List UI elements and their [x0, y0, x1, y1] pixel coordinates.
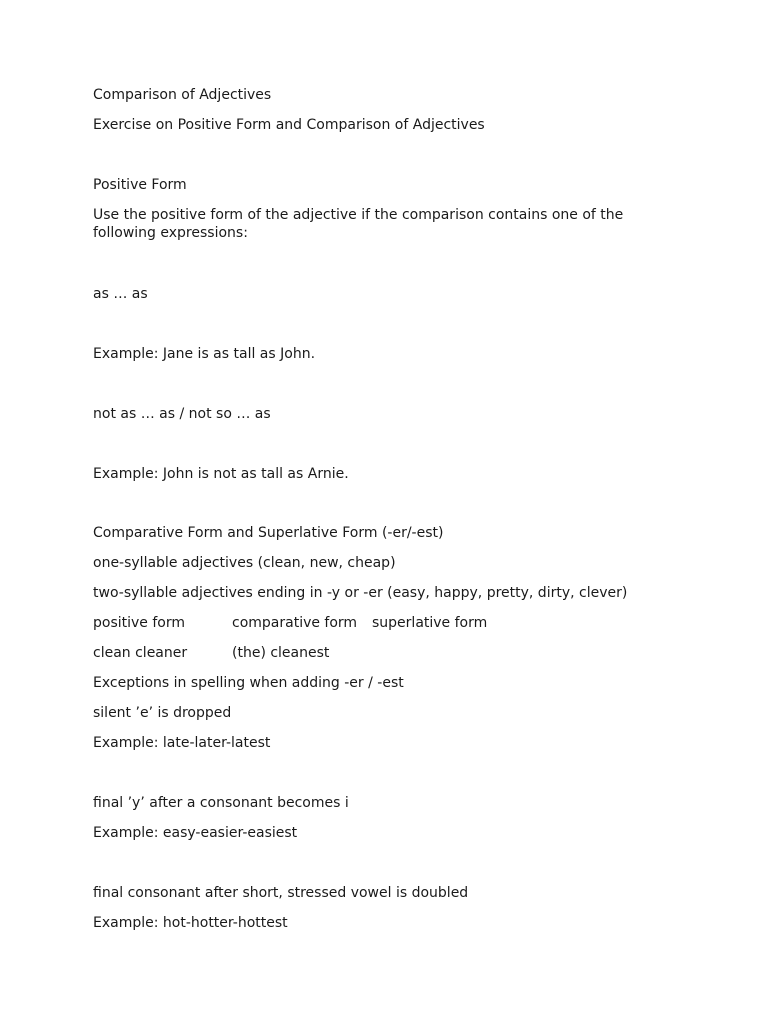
example-final-consonant: Example: hot-hotter-hottest [93, 915, 288, 931]
header-superlative-form: superlative form [372, 615, 488, 631]
expression-not-as-as: not as … as / not so … as [93, 406, 271, 422]
exceptions-heading: Exceptions in spelling when adding -er / -est [93, 675, 404, 691]
document-subtitle: Exercise on Positive Form and Comparison of Adjectives [93, 117, 485, 133]
header-comparative-form: comparative form [232, 615, 358, 631]
positive-form-heading: Positive Form [93, 177, 187, 193]
example-as-as: Example: Jane is as tall as John. [93, 346, 316, 362]
rule-final-y: final ’y’ after a consonant becomes i [93, 795, 349, 811]
row-positive-comparative: clean cleaner [93, 645, 188, 661]
header-positive-form: positive form [93, 615, 186, 631]
comparative-heading: Comparative Form and Superlative Form (-er/-est) [93, 525, 444, 541]
example-final-y: Example: easy-easier-easiest [93, 825, 298, 841]
forms-table-row [93, 644, 693, 662]
comparative-rule-two-syllable: two-syllable adjectives ending in -y or -er (easy, happy, pretty, dirty, clever) [93, 585, 628, 601]
example-silent-e: Example: late-later-latest [93, 735, 271, 751]
document-title: Comparison of Adjectives [93, 87, 272, 103]
rule-silent-e: silent ’e’ is dropped [93, 705, 232, 721]
comparative-rule-one-syllable: one-syllable adjectives (clean, new, cheap) [93, 555, 396, 571]
positive-form-intro: Use the positive form of the adjective if the comparison contains one of the following expressions: [93, 207, 624, 241]
row-superlative: (the) cleanest [232, 645, 330, 661]
rule-final-consonant: final consonant after short, stressed vowel is doubled [93, 885, 469, 901]
forms-table-header [93, 614, 693, 632]
expression-as-as: as … as [93, 286, 148, 302]
example-not-as-as: Example: John is not as tall as Arnie. [93, 466, 349, 482]
